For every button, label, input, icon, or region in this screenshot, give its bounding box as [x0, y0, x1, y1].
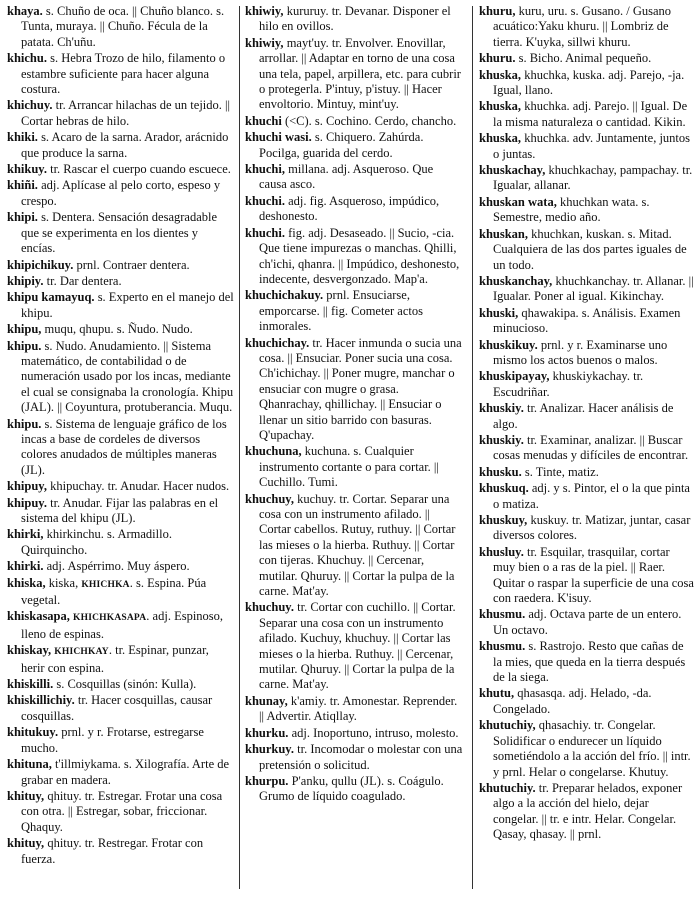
dictionary-entry — [479, 718, 695, 780]
entry-headword: khipuy. — [7, 495, 47, 510]
entry-smallcaps: KHICHKASAPA — [73, 613, 147, 624]
entry-text: qhasasqa. adj. Helado, -da. Congelado. — [493, 686, 652, 716]
entry-text: adj. Aplícase al pelo corto, espeso y crespo. — [21, 178, 221, 208]
entry-text: k'amiy. tr. Amonestar. Reprender. || Advertir. Atiqllay. — [259, 693, 458, 724]
entry-headword: khipu. — [7, 338, 42, 353]
dictionary-entry — [7, 725, 234, 756]
dictionary-entry — [245, 36, 463, 113]
column-1 — [7, 4, 234, 868]
entry-headword: khipuy, — [7, 479, 47, 494]
column-divider-2 — [472, 6, 473, 889]
entry-text: kuru, uru. s. Gusano. / Gusano acuático:Yaku khuru. || Lombriz de tierra. K'uyka, sillwi khuru. — [493, 4, 672, 49]
column-2 — [245, 4, 463, 806]
entry-headword: khiskay, — [7, 643, 55, 658]
dictionary-entry — [7, 609, 234, 642]
dictionary-entry — [479, 4, 695, 50]
entry-text: tr. Arrancar hilachas de un tejido. || Cortar hebras de hilo. — [21, 98, 231, 128]
dictionary-entry — [7, 274, 234, 289]
entry-headword: khiki. — [7, 130, 38, 145]
entry-headword: khirki. — [7, 559, 44, 574]
entry-text: s. Cosquillas (sinón: Kulla). — [53, 677, 197, 692]
entry-text: tr. Hacer cosquillas, causar cosquillas. — [21, 693, 213, 723]
entry-headword: khuski, — [479, 305, 519, 320]
dictionary-entry — [479, 781, 695, 843]
entry-smallcaps: KHICHKAY — [54, 647, 109, 658]
entry-headword: khuskan, — [479, 226, 528, 241]
dictionary-entry — [7, 51, 234, 97]
dictionary-entry — [479, 68, 695, 99]
dictionary-entry — [245, 492, 463, 600]
dictionary-entry — [7, 693, 234, 724]
entry-headword: khuchuy. — [245, 600, 294, 615]
entry-headword: khituy, — [7, 788, 45, 803]
entry-headword: khuchi wasi. — [245, 130, 312, 145]
entry-text: fig. adj. Desaseado. || Sucio, -cia. Que tiene impurezas o manchas. Qhilli, ch'ichi, qhanra. || Impúdico, deshonesto, indecente, desvergonzado. Map'a. — [259, 225, 460, 286]
dictionary-entry — [245, 444, 463, 490]
dictionary-entry — [7, 643, 234, 676]
entry-text: P'anku, qullu (JL). s. Coágulo. Grumo de líquido coagulado. — [259, 773, 444, 804]
entry-text: . s. Espina. Púa vegetal. — [21, 575, 207, 608]
entry-text: adj. Inoportuno, intruso, molesto. — [288, 725, 459, 740]
entry-headword: khuska, — [479, 67, 522, 82]
dictionary-entry — [7, 258, 234, 273]
dictionary-entry — [7, 162, 234, 177]
entry-text: khuchka, kuska. adj. Parejo, -ja. Igual, llano. — [493, 67, 685, 98]
dictionary-entry — [7, 290, 234, 321]
entry-headword: khuskuy, — [479, 513, 528, 527]
entry-headword: khipi. — [7, 210, 38, 225]
entry-headword: khunay, — [245, 693, 288, 708]
entry-headword: khirki, — [7, 527, 44, 542]
entry-text: khuchkachay, pampachay. tr. Igualar, allanar. — [493, 163, 693, 193]
dictionary-entry — [479, 513, 695, 544]
entry-text: s. Sistema de lenguaje gráfico de los incas a base de cordeles de diversos colores anudados de múltiples maneras (JL). — [21, 416, 227, 477]
dictionary-entry — [7, 757, 234, 788]
entry-text: adj. Aspérrimo. Muy áspero. — [43, 559, 190, 574]
dictionary-entry — [479, 481, 695, 512]
dictionary-entry — [479, 306, 695, 337]
entry-headword: khiska, — [7, 575, 46, 590]
entry-text: qhituy. tr. Estregar. Frotar una cosa con otra. || Estregar, sobar, friccionar. Qhaquy. — [21, 788, 223, 834]
entry-text: tr. Dar dentera. — [43, 273, 122, 288]
entry-headword: khutu, — [479, 686, 515, 701]
entry-text: tr. Esquilar, trasquilar, cortar muy bien o a ras de la piel. || Raer. Quitar o raspar la superficie de una cosa con raedera. K'isuy. — [493, 544, 694, 606]
dictionary-entry — [479, 639, 695, 685]
dictionary-entry — [245, 694, 463, 725]
dictionary-entry — [245, 742, 463, 773]
entry-headword: khutuchiy. — [479, 780, 536, 795]
entry-text: khuchkanchay. tr. Allanar. || Igualar. Poner al igual. Kikinchay. — [493, 273, 694, 304]
dictionary-entry — [479, 163, 695, 194]
entry-text: kuskuy. tr. Matizar, juntar, casar diversos colores. — [493, 513, 691, 543]
dictionary-entry — [479, 99, 695, 130]
entry-text: tr. Incomodar o molestar con una pretensión o solicitud. — [259, 742, 463, 772]
entry-text: s. Hebra Trozo de hilo, filamento o estambre suficiente para hacer alguna costura. — [21, 51, 226, 97]
entry-text: khuskiykachay. tr. Escudriñar. — [493, 369, 644, 399]
dictionary-entry — [7, 559, 234, 574]
dictionary-entry — [479, 433, 695, 464]
entry-text: prnl. Ensuciarse, emporcarse. || fig. Cometer actos inmorales. — [259, 288, 423, 334]
dictionary-entry — [245, 726, 463, 741]
dictionary-entry — [7, 417, 234, 479]
dictionary-entry — [7, 576, 234, 609]
entry-text: tr. Examinar, analizar. || Buscar cosas menudas y difíciles de encontrar. — [493, 432, 689, 463]
entry-headword: khuchuna, — [245, 444, 302, 459]
entry-headword: khikuy. — [7, 162, 47, 177]
entry-headword: khurku. — [245, 725, 289, 740]
entry-text: tr. Rascar el cuerpo cuando escuece. — [46, 162, 231, 177]
column-3 — [479, 4, 695, 844]
entry-headword: khurpu. — [245, 773, 289, 788]
entry-headword: khitukuy. — [7, 725, 59, 740]
entry-headword: khusluy. — [479, 544, 524, 559]
entry-headword: khipu, — [7, 322, 42, 337]
dictionary-entry — [245, 114, 463, 129]
dictionary-entry — [7, 496, 234, 527]
dictionary-entry — [479, 274, 695, 305]
entry-text: khipuchay. tr. Anudar. Hacer nudos. — [46, 479, 230, 494]
entry-headword: khaya. — [7, 4, 43, 18]
entry-headword: khuska, — [479, 99, 522, 114]
dictionary-entry — [7, 677, 234, 692]
entry-headword: khuskuq. — [479, 481, 529, 496]
entry-headword: khusmu. — [479, 607, 526, 622]
entry-text: s. Experto en el manejo del khipu. — [21, 290, 234, 320]
entry-headword: khuchi. — [245, 193, 285, 208]
entry-text: s. Chuño de oca. || Chuño blanco. s. Tunta, muraya. || Chuño. Fécula de la patata. Ch'uñu. — [21, 4, 225, 49]
entry-text: khuchkan wata. s. Semestre, medio año. — [493, 194, 650, 225]
dictionary-entry — [7, 836, 234, 867]
dictionary-entry — [479, 195, 695, 226]
entry-headword: khituy, — [7, 836, 45, 851]
entry-headword: khipu. — [7, 416, 42, 431]
dictionary-entry — [245, 288, 463, 334]
entry-text: qhawakipa. s. Análisis. Examen minucioso. — [493, 305, 681, 336]
entry-headword: khuskiy. — [479, 401, 524, 416]
dictionary-entry — [7, 339, 234, 416]
entry-text: . adj. Espinoso, lleno de espinas. — [21, 609, 224, 641]
entry-headword: khuchi. — [245, 225, 285, 240]
entry-text: khuchkan, kuskan. s. Mitad. Cualquiera de las dos partes iguales de un todo. — [493, 226, 687, 272]
dictionary-entry — [479, 607, 695, 638]
entry-headword: khuskan wata, — [479, 194, 557, 209]
dictionary-entry — [479, 686, 695, 717]
dictionary-entry — [7, 527, 234, 558]
entry-headword: khurkuy. — [245, 742, 294, 757]
dictionary-entry — [7, 98, 234, 129]
entry-text: mayt'uy. tr. Envolver. Enovillar, arrollar. || Adaptar en torno de una cosa una tela, papel, arpillera, etc. para cubrir o protegerla. P'intuy, p'istuy. || Hacer envoltorio. Mintuy, mint'uy. — [259, 35, 461, 112]
dictionary-entry — [7, 322, 234, 337]
dictionary-entry — [7, 178, 234, 209]
entry-headword: khuchi, — [245, 162, 285, 177]
dictionary-entry — [479, 401, 695, 432]
entry-headword: khuskipayay, — [479, 369, 550, 384]
dictionary-entry — [7, 210, 234, 256]
entry-text: s. Bicho. Animal pequeño. — [515, 51, 652, 66]
entry-text: tr. Analizar. Hacer análisis de algo. — [493, 401, 674, 431]
entry-headword: khusku. — [479, 464, 522, 479]
entry-headword: khuchichay. — [245, 335, 310, 350]
entry-headword: khipichikuy. — [7, 257, 74, 272]
dictionary-entry — [479, 369, 695, 400]
entry-text: s. Tinte, matiz. — [521, 464, 599, 479]
entry-text: khuchka. adv. Juntamente, juntos o juntas. — [493, 131, 691, 161]
dictionary-entry — [7, 479, 234, 494]
entry-text: s. Nudo. Anudamiento. || Sistema matemático, de contabilidad o de numeración usado por los incas, mediante el cual se consignaba la cronología. Khipu (JAL). || Coyuntura, protuberancia. Muqu. — [21, 338, 234, 415]
entry-headword: khuskiy. — [479, 432, 524, 447]
entry-text: t'illmiykama. s. Xilografía. Arte de grabar en madera. — [21, 757, 230, 787]
dictionary-entry — [479, 227, 695, 273]
dictionary-entry — [7, 4, 234, 50]
entry-text: prnl. y r. Frotarse, estregarse mucho. — [21, 725, 204, 755]
entry-headword: khuskanchay, — [479, 273, 553, 288]
entry-text: qhasachiy. tr. Congelar. Solidificar o endurecer un líquido sometiéndolo a la acción del frío. || intr. y prnl. Helar o congelarse. Khutuy. — [493, 718, 691, 779]
entry-text: millana. adj. Asqueroso. Que causa asco. — [259, 162, 434, 192]
entry-headword: khiskasapa, — [7, 609, 74, 624]
entry-smallcaps: KHICHKA — [81, 579, 130, 590]
entry-headword: khuru, — [479, 4, 516, 18]
entry-headword: khipu kamayuq. — [7, 290, 95, 305]
entry-headword: khichuy. — [7, 98, 53, 113]
entry-headword: khuchichakuy. — [245, 288, 324, 303]
entry-text: tr. Hacer inmunda o sucia una cosa. || Ensuciar. Poner sucia una cosa. Ch'ichichay. || Poner mugre, manchar o ensuciar con mugre o grasa. Qhanrachay, qhillichay. || Ensuciar o llenar un sitio barrido con basuras. Q'upachay. — [259, 335, 462, 442]
entry-text: tr. Anudar. Fijar las palabras en el sistema del khipu (JL). — [21, 495, 219, 525]
entry-headword: khuska, — [479, 131, 522, 146]
entry-text: tr. Cortar con cuchillo. || Cortar. Separar una cosa con un instrumento afilado. Kuchuy, khuchuy. || Cortar las mieses o la hierba. Ruthuy. || Cercenar, mutilar. Qhuruy. || Cortar la pulpa de la carne. Mat'ay. — [259, 600, 456, 692]
entry-headword: khiñi. — [7, 178, 38, 193]
entry-text: adj. y s. Pintor, el o la que pinta o matiza. — [493, 481, 690, 511]
entry-headword: khiwiy, — [245, 4, 284, 18]
entry-text: khirkinchu. s. Armadillo. Quirquincho. — [21, 527, 172, 557]
entry-headword: khutuchiy, — [479, 718, 536, 733]
entry-text: kururuy. tr. Devanar. Disponer el hilo en ovillos. — [259, 4, 451, 34]
entry-headword: khipiy. — [7, 273, 44, 288]
entry-headword: khuchi — [245, 113, 282, 128]
dictionary-entry — [479, 51, 695, 66]
dictionary-entry — [7, 789, 234, 835]
entry-headword: khiskillichiy. — [7, 693, 75, 708]
dictionary-entry — [245, 4, 463, 35]
entry-text: . tr. Espinar, punzar, herir con espina. — [21, 643, 209, 675]
entry-headword: khuru. — [479, 51, 516, 66]
entry-headword: khiwiy, — [245, 35, 284, 50]
entry-text: prnl. Contraer dentera. — [73, 257, 190, 272]
entry-text: qhituy. tr. Restregar. Frotar con fuerza. — [21, 836, 204, 866]
dictionary-entry — [479, 131, 695, 162]
dictionary-entry — [245, 130, 463, 161]
dictionary-entry — [479, 338, 695, 369]
dictionary-entry — [479, 465, 695, 480]
dictionary-entry — [479, 545, 695, 607]
entry-text: s. Chiquero. Zahúrda. Pocilga, guarida del cerdo. — [259, 130, 424, 160]
dictionary-entry — [245, 226, 463, 288]
dictionary-entry — [245, 194, 463, 225]
entry-text: prnl. y r. Examinarse uno mismo los actos buenos o malos. — [493, 337, 668, 367]
entry-headword: khituna, — [7, 757, 52, 772]
entry-headword: khuskikuy. — [479, 337, 538, 352]
dictionary-entry — [7, 130, 234, 161]
dictionary-entry — [245, 600, 463, 692]
entry-text: kuchuna. s. Cualquier instrumento cortante o para cortar. || Cuchillo. Tumi. — [259, 444, 439, 490]
dictionary-entry — [245, 162, 463, 193]
entry-text: khuchka. adj. Parejo. || Igual. De la misma naturaleza o cantidad. Kikin. — [493, 99, 688, 129]
entry-headword: khichu. — [7, 51, 47, 66]
entry-text: s. Rastrojo. Resto que cañas de la mies, que queda en la tierra después de la siega. — [493, 639, 686, 685]
entry-text: tr. Preparar helados, exponer algo a la acción del hielo, dejar congelar. || tr. e intr. Helar. Congelar. Qasay, qhasay. || prnl. — [493, 780, 683, 842]
dictionary-entry — [245, 774, 463, 805]
entry-text: kuchuy. tr. Cortar. Separar una cosa con un instrumento afilado. || Cortar cabellos. Rutuy, ruthuy. || Cortar las mieses o la hierba. Ruthuy. || Cortar con tijeras. Khuchuy. || Cercenar, mutilar. Qhuruy. || Cortar la pulpa de la carne. Mat'ay. — [259, 491, 456, 599]
entry-headword: khuskachay, — [479, 163, 546, 178]
entry-headword: khuchuy, — [245, 491, 294, 506]
entry-headword: khusmu. — [479, 639, 526, 654]
entry-text: (<C). s. Cochino. Cerdo, chancho. — [281, 113, 457, 128]
entry-text: adj. Octava parte de un entero. Un octavo. — [493, 607, 682, 637]
entry-text: s. Dentera. Sensación desagradable que se experimenta en los dientes y encías. — [21, 210, 218, 256]
entry-text: adj. fig. Asqueroso, impúdico, deshonesto. — [259, 193, 440, 224]
dictionary-entry — [245, 336, 463, 444]
entry-text: s. Acaro de la sarna. Arador, arácnido que produce la sarna. — [21, 130, 229, 160]
column-divider-1 — [239, 6, 240, 889]
entry-headword: khiskilli. — [7, 677, 54, 692]
entry-text: muqu, qhupu. s. Ñudo. Nudo. — [41, 322, 193, 337]
entry-text: kiska, — [45, 575, 82, 590]
